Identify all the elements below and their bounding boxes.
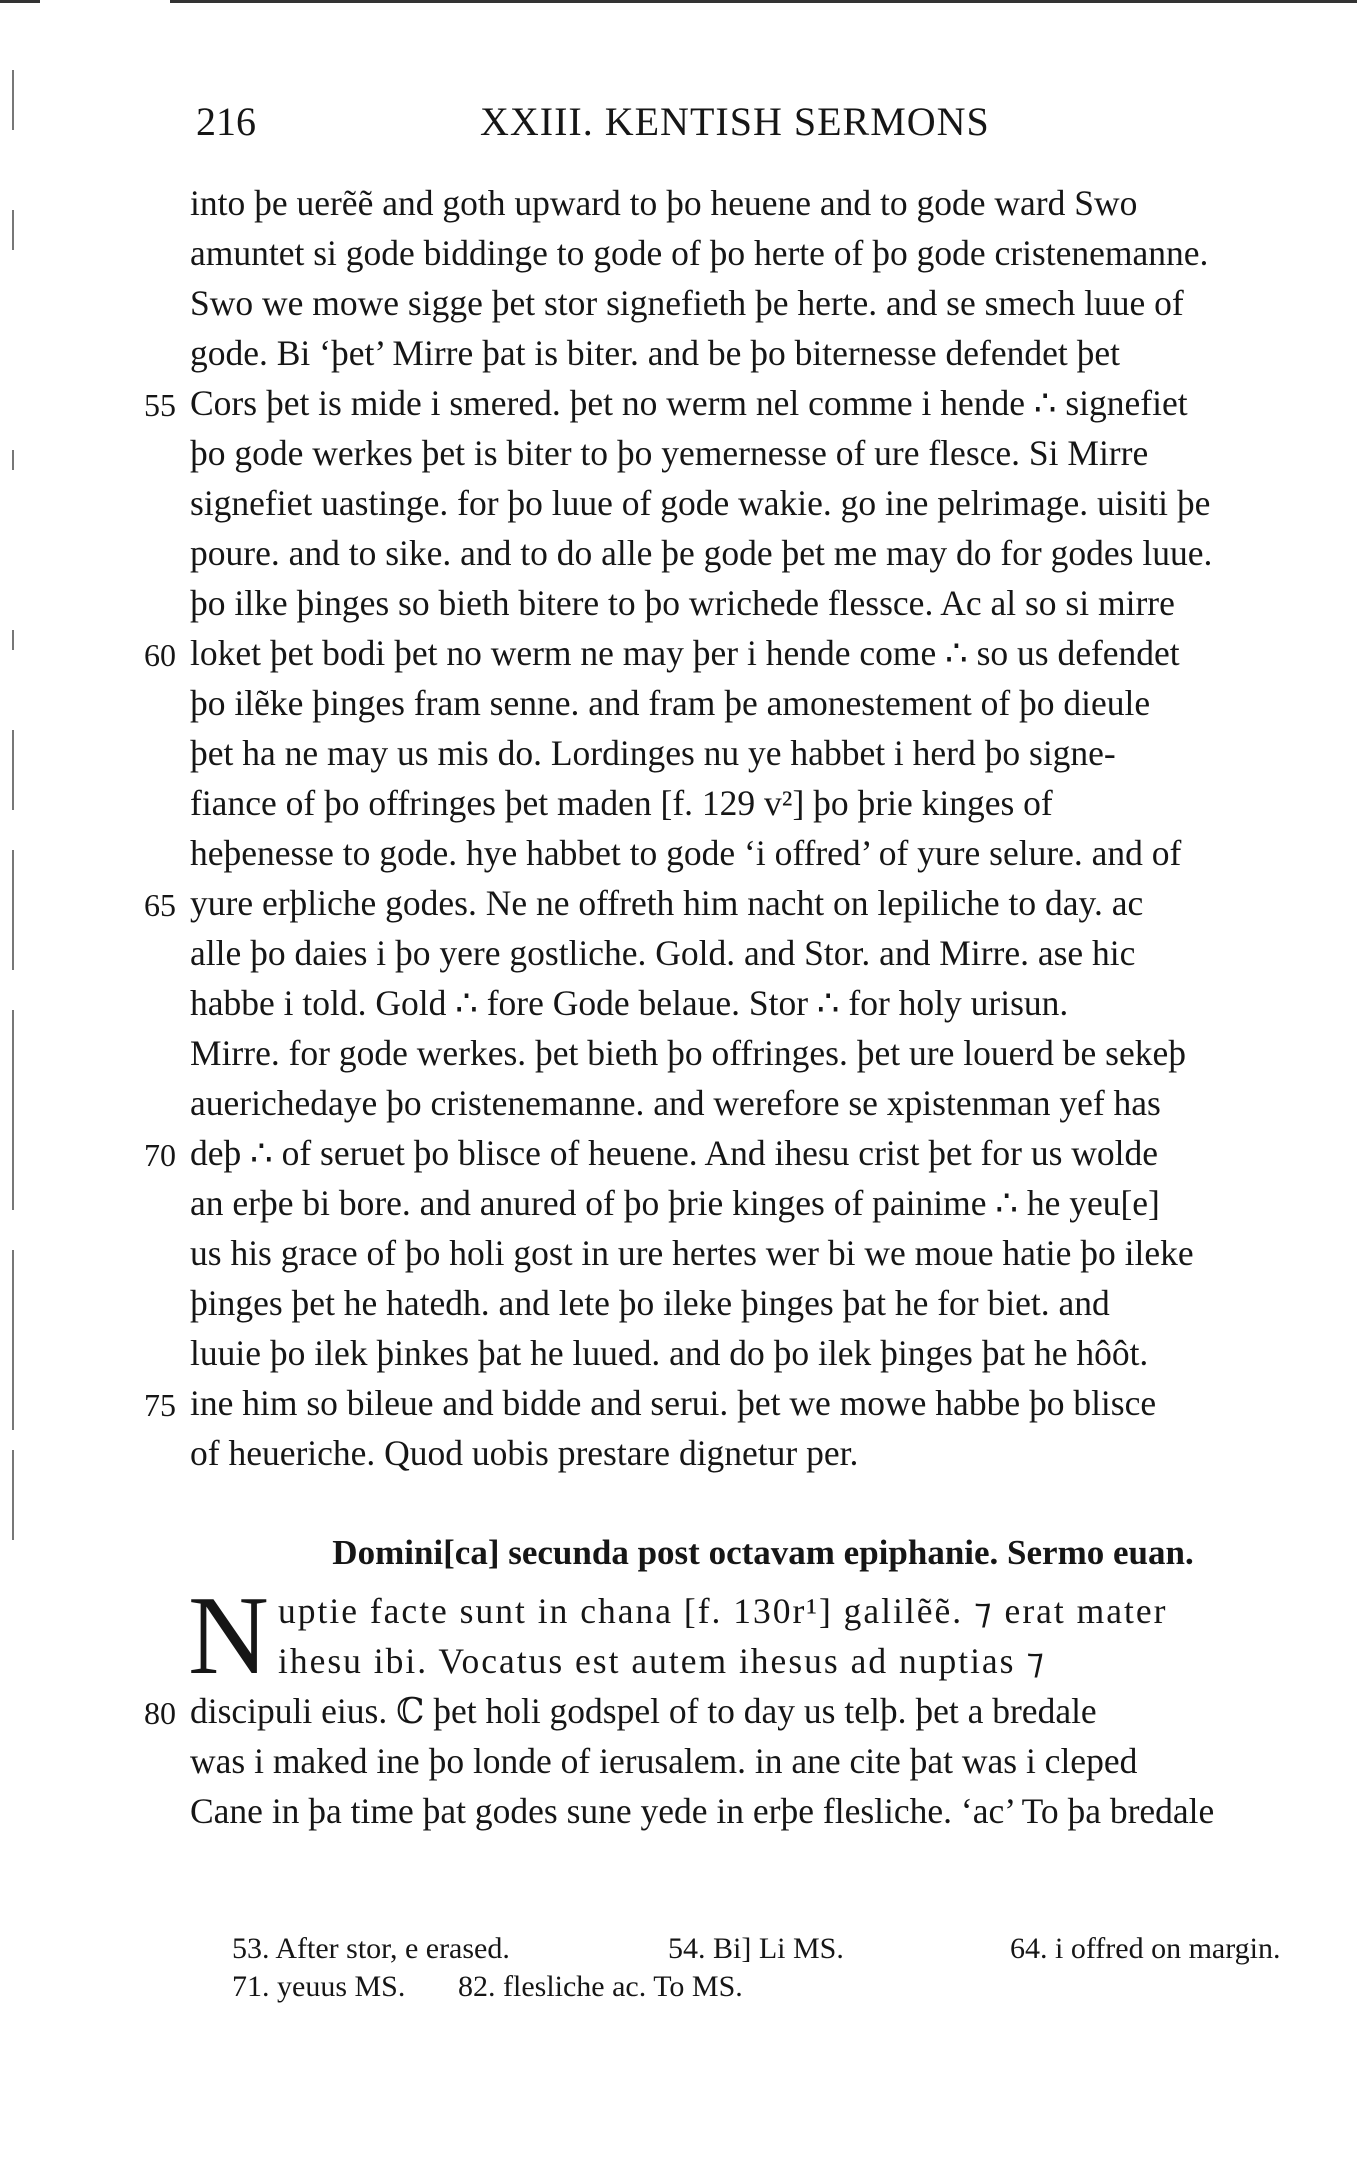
text-line [188, 978, 1348, 1028]
running-title: XXIII. KENTISH SERMONS [480, 99, 990, 144]
line-text: loket þet bodi þet no werm ne may þer i hende come ∴ so us defendet [190, 633, 1180, 673]
page-number: 216 [196, 99, 256, 144]
line-number: 55 [144, 387, 176, 423]
scan-edge-mark [0, 0, 40, 3]
text-line [144, 878, 1348, 928]
line-text: deþ ∴ of seruet þo blisce of heuene. And ihesu crist þet for us wolde [190, 1133, 1159, 1173]
text-line [188, 1586, 1348, 1636]
drop-cap-letter: N [188, 1574, 269, 1698]
line-text: þet ha ne may us mis do. Lordinges nu ye habbet i herd þo signe- [190, 733, 1116, 773]
line-text: us his grace of þo holi gost in ure hertes wer bi we moue hatie þo ileke [190, 1233, 1194, 1273]
main-text [144, 178, 1348, 1836]
text-line [188, 1078, 1348, 1128]
top-rule [170, 0, 1357, 3]
text-line [188, 728, 1348, 778]
line-text: amuntet si gode biddinge to gode of þo herte of þo gode cristenemanne. [190, 233, 1209, 273]
text-line [188, 178, 1348, 228]
line-number: 65 [144, 887, 176, 923]
text-line [188, 1428, 1348, 1478]
line-text: habbe i told. Gold ∴ fore Gode belaue. Stor ∴ for holy urisun. [190, 983, 1069, 1023]
text-line [188, 578, 1348, 628]
second-sermon-lines [144, 1574, 1348, 1836]
text-line [144, 1378, 1348, 1428]
line-text: þo ilẽke þinges fram senne. and fram þe amonestement of þo dieule [190, 683, 1151, 723]
line-text: yure erþliche godes. Ne ne offreth him nacht on lepiliche to day. ac [190, 883, 1144, 923]
line-text: into þe uerẽẽ and goth upward to þo heuene and to gode ward Swo [190, 183, 1138, 223]
section-gap [188, 1478, 1348, 1520]
text-line [144, 628, 1348, 678]
line-text: Mirre. for gode werkes. þet bieth þo offringes. þet ure louerd be sekeþ [190, 1033, 1186, 1073]
text-line [188, 1736, 1348, 1786]
text-line [188, 1228, 1348, 1278]
text-line [188, 528, 1348, 578]
line-number: 70 [144, 1137, 176, 1173]
text-line [188, 1328, 1348, 1378]
line-text: þinges þet he hatedh. and lete þo ileke þinges þat he for biet. and [190, 1283, 1110, 1323]
line-text: ihesu ibi. Vocatus est autem ihesus ad nuptias ⁊ [278, 1641, 1047, 1681]
footnote-71: 71. yeuus MS. [232, 1970, 406, 2003]
text-line [144, 378, 1348, 428]
sermon-text-lines [144, 178, 1348, 1478]
footnote-64: 64. i offred on margin. [1010, 1932, 1281, 1965]
text-line [188, 478, 1348, 528]
line-number: 60 [144, 637, 176, 673]
text-line [188, 328, 1348, 378]
text-line [188, 778, 1348, 828]
line-text: signefiet uastinge. for þo luue of gode wakie. go ine pelrimage. uisiti þe [190, 483, 1211, 523]
text-line [188, 428, 1348, 478]
text-line [188, 928, 1348, 978]
footnote-82: 82. flesliche ac. To MS. [458, 1970, 743, 2003]
page-header [0, 98, 1357, 148]
text-line [188, 1636, 1348, 1686]
line-text: luuie þo ilek þinkes þat he luued. and do þo ilek þinges þat he hôôt. [190, 1333, 1149, 1373]
line-text: auerichedaye þo cristenemanne. and werefore se xpistenman yef has [190, 1083, 1161, 1123]
margin-scan-marks [4, 30, 30, 1550]
footnote-54: 54. Bi] Li MS. [668, 1932, 844, 1965]
line-text: Cane in þa time þat godes sune yede in erþe flesliche. ‘ac’ To þa bredale [190, 1791, 1215, 1831]
line-text: þo ilke þinges so bieth bitere to þo wrichede flessce. Ac al so si mirre [190, 583, 1175, 623]
text-line [188, 1178, 1348, 1228]
line-text: Swo we mowe sigge þet stor signefieth þe herte. and se smech luue of [190, 283, 1184, 323]
text-line [188, 1786, 1348, 1836]
text-line [188, 228, 1348, 278]
line-text: of heueriche. Quod uobis prestare dignetur per. [190, 1433, 859, 1473]
line-number: 80 [144, 1695, 176, 1731]
line-text: þo gode werkes þet is biter to þo yemernesse of ure flesce. Si Mirre [190, 433, 1149, 473]
line-text: fiance of þo offringes þet maden [f. 129 v²] þo þrie kinges of [190, 783, 1053, 823]
line-text: poure. and to sike. and to do alle þe gode þet me may do for godes luue. [190, 533, 1213, 573]
sermon-heading: Domini[ca] secunda post octavam epiphanie. Sermo euan. [332, 1533, 1194, 1572]
text-line [144, 1128, 1348, 1178]
line-text: was i maked ine þo londe of ierusalem. in ane cite þat was i cleped [190, 1741, 1138, 1781]
text-line [188, 678, 1348, 728]
line-text: uptie facte sunt in chana [f. 130r¹] galilẽẽ. ⁊ erat mater [278, 1591, 1168, 1631]
text-line [188, 1028, 1348, 1078]
line-text: Cors þet is mide i smered. þet no werm nel comme i hende ∴ signefiet [190, 383, 1188, 423]
line-text: an erþe bi bore. and anured of þo þrie kinges of painime ∴ he yeu[e] [190, 1183, 1160, 1223]
line-text: gode. Bi ‘þet’ Mirre þat is biter. and be þo biternesse defendet þet [190, 333, 1120, 373]
line-text: heþenesse to gode. hye habbet to gode ‘i offred’ of yure selure. and of [190, 833, 1182, 873]
line-text: discipuli eius. ℂ þet holi godspel of to day us telþ. þet a bredale [190, 1691, 1097, 1731]
line-text: ine him so bileue and bidde and serui. þet we mowe habbe þo blisce [190, 1383, 1157, 1423]
text-line [188, 828, 1348, 878]
line-text: alle þo daies i þo yere gostliche. Gold. and Stor. and Mirre. ase hic [190, 933, 1136, 973]
text-line [144, 1686, 1348, 1736]
text-line [188, 1278, 1348, 1328]
footnote-53: 53. After stor, e erased. [232, 1932, 510, 1965]
line-number: 75 [144, 1387, 176, 1423]
text-line [188, 278, 1348, 328]
